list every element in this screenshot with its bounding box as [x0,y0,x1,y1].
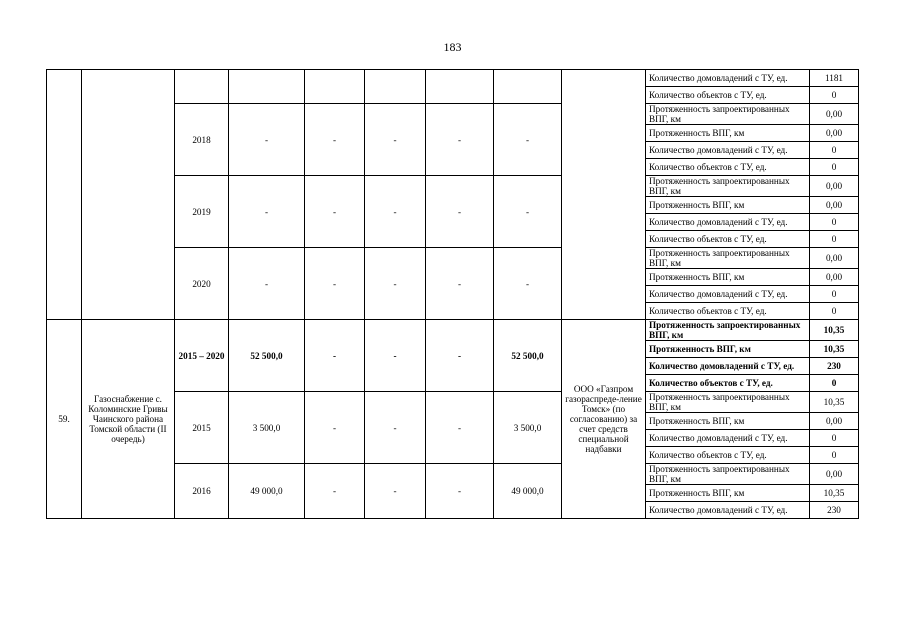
indicator-value: 0,00 [810,464,859,485]
indicator-label: Протяженность запроектированных ВПГ, км [646,392,810,413]
funding-cell: - [426,104,494,176]
executor-cell-empty [562,70,646,320]
funding-cell: - [305,176,365,248]
indicator-label: Количество объектов с ТУ, ед. [646,303,810,320]
indicator-label: Количество объектов с ТУ, ед. [646,87,810,104]
indicator-label: Протяженность ВПГ, км [646,413,810,430]
indicator-label: Протяженность запроектированных ВПГ, км [646,464,810,485]
indicator-value: 0,00 [810,176,859,197]
funding-cell: 49 000,0 [229,464,305,519]
indicator-label: Количество объектов с ТУ, ед. [646,231,810,248]
indicator-label: Количество домовладений с ТУ, ед. [646,430,810,447]
indicator-value: 0 [810,375,859,392]
year-cell: 2015 – 2020 [175,320,229,392]
indicator-value: 10,35 [810,392,859,413]
indicator-value: 10,35 [810,341,859,358]
year-cell: 2015 [175,392,229,464]
indicator-value: 10,35 [810,320,859,341]
funding-cell: - [305,248,365,320]
year-cell-empty [175,70,229,104]
indicator-value: 0 [810,430,859,447]
funding-cell: - [305,320,365,392]
funding-cell: - [229,104,305,176]
funding-cell: 52 500,0 [229,320,305,392]
indicator-value: 0 [810,286,859,303]
funding-cell: 3 500,0 [229,392,305,464]
indicator-label: Протяженность ВПГ, км [646,125,810,142]
table-row [47,320,859,341]
executor-cell: ООО «Газпром газораспреде-ление Томск» (по согласованию) за счет средств специальной надбавки [562,320,646,519]
funding-cell: - [365,392,426,464]
year-cell: 2016 [175,464,229,519]
year-cell: 2019 [175,176,229,248]
funding-cell: 49 000,0 [494,464,562,519]
indicator-value: 0,00 [810,104,859,125]
indicator-label: Количество домовладений с ТУ, ед. [646,286,810,303]
indicator-label: Количество домовладений с ТУ, ед. [646,502,810,519]
indicator-value: 0 [810,142,859,159]
funding-cell: - [426,320,494,392]
program-table [46,69,859,519]
funding-cell: - [426,248,494,320]
funding-cell: 3 500,0 [494,392,562,464]
funding-cell: - [494,176,562,248]
indicator-label: Количество объектов с ТУ, ед. [646,375,810,392]
indicator-label: Протяженность ВПГ, км [646,341,810,358]
indicator-value: 0,00 [810,413,859,430]
num-cell-empty [47,70,82,320]
indicator-label: Протяженность ВПГ, км [646,269,810,286]
funding-cell: - [365,176,426,248]
funding-cell: - [365,464,426,519]
indicator-value: 230 [810,358,859,375]
funding-cell: - [365,248,426,320]
indicator-value: 0 [810,87,859,104]
indicator-value: 1181 [810,70,859,87]
indicator-label: Количество домовладений с ТУ, ед. [646,142,810,159]
indicator-label: Протяженность ВПГ, км [646,197,810,214]
funding-cell: - [365,104,426,176]
indicator-label: Протяженность запроектированных ВПГ, км [646,104,810,125]
funding-cell: - [305,392,365,464]
item-name: Газоснабжение с. Коломинские Гривы Чаинского района Томской области (II очередь) [82,320,175,519]
indicator-value: 0,00 [810,125,859,142]
funding-cell: - [305,464,365,519]
page-number: 183 [443,40,462,54]
funding-cell: - [365,320,426,392]
indicator-value: 0,00 [810,197,859,214]
indicator-value: 0,00 [810,248,859,269]
indicator-value: 0,00 [810,269,859,286]
indicator-value: 0 [810,159,859,176]
indicator-value: 0 [810,303,859,320]
funding-cell: - [229,176,305,248]
indicator-value: 230 [810,502,859,519]
indicator-value: 0 [810,231,859,248]
year-cell: 2018 [175,104,229,176]
funding-cell: - [494,104,562,176]
funding-cell: - [426,464,494,519]
indicator-value: 0 [810,447,859,464]
indicator-value: 0 [810,214,859,231]
item-number: 59. [47,320,82,519]
year-cell: 2020 [175,248,229,320]
funding-cell: - [305,104,365,176]
funding-cell: - [426,176,494,248]
indicator-label: Количество домовладений с ТУ, ед. [646,70,810,87]
indicator-value: 10,35 [810,485,859,502]
funding-cell: - [494,248,562,320]
indicator-label: Протяженность запроектированных ВПГ, км [646,320,810,341]
table-row [47,70,859,87]
name-cell-empty [82,70,175,320]
indicator-label: Протяженность запроектированных ВПГ, км [646,176,810,197]
indicator-label: Количество домовладений с ТУ, ед. [646,358,810,375]
indicator-label: Количество домовладений с ТУ, ед. [646,214,810,231]
indicator-label: Протяженность ВПГ, км [646,485,810,502]
indicator-label: Количество объектов с ТУ, ед. [646,447,810,464]
funding-cell: 52 500,0 [494,320,562,392]
indicator-label: Количество объектов с ТУ, ед. [646,159,810,176]
indicator-label: Протяженность запроектированных ВПГ, км [646,248,810,269]
funding-cell: - [426,392,494,464]
funding-cell: - [229,248,305,320]
